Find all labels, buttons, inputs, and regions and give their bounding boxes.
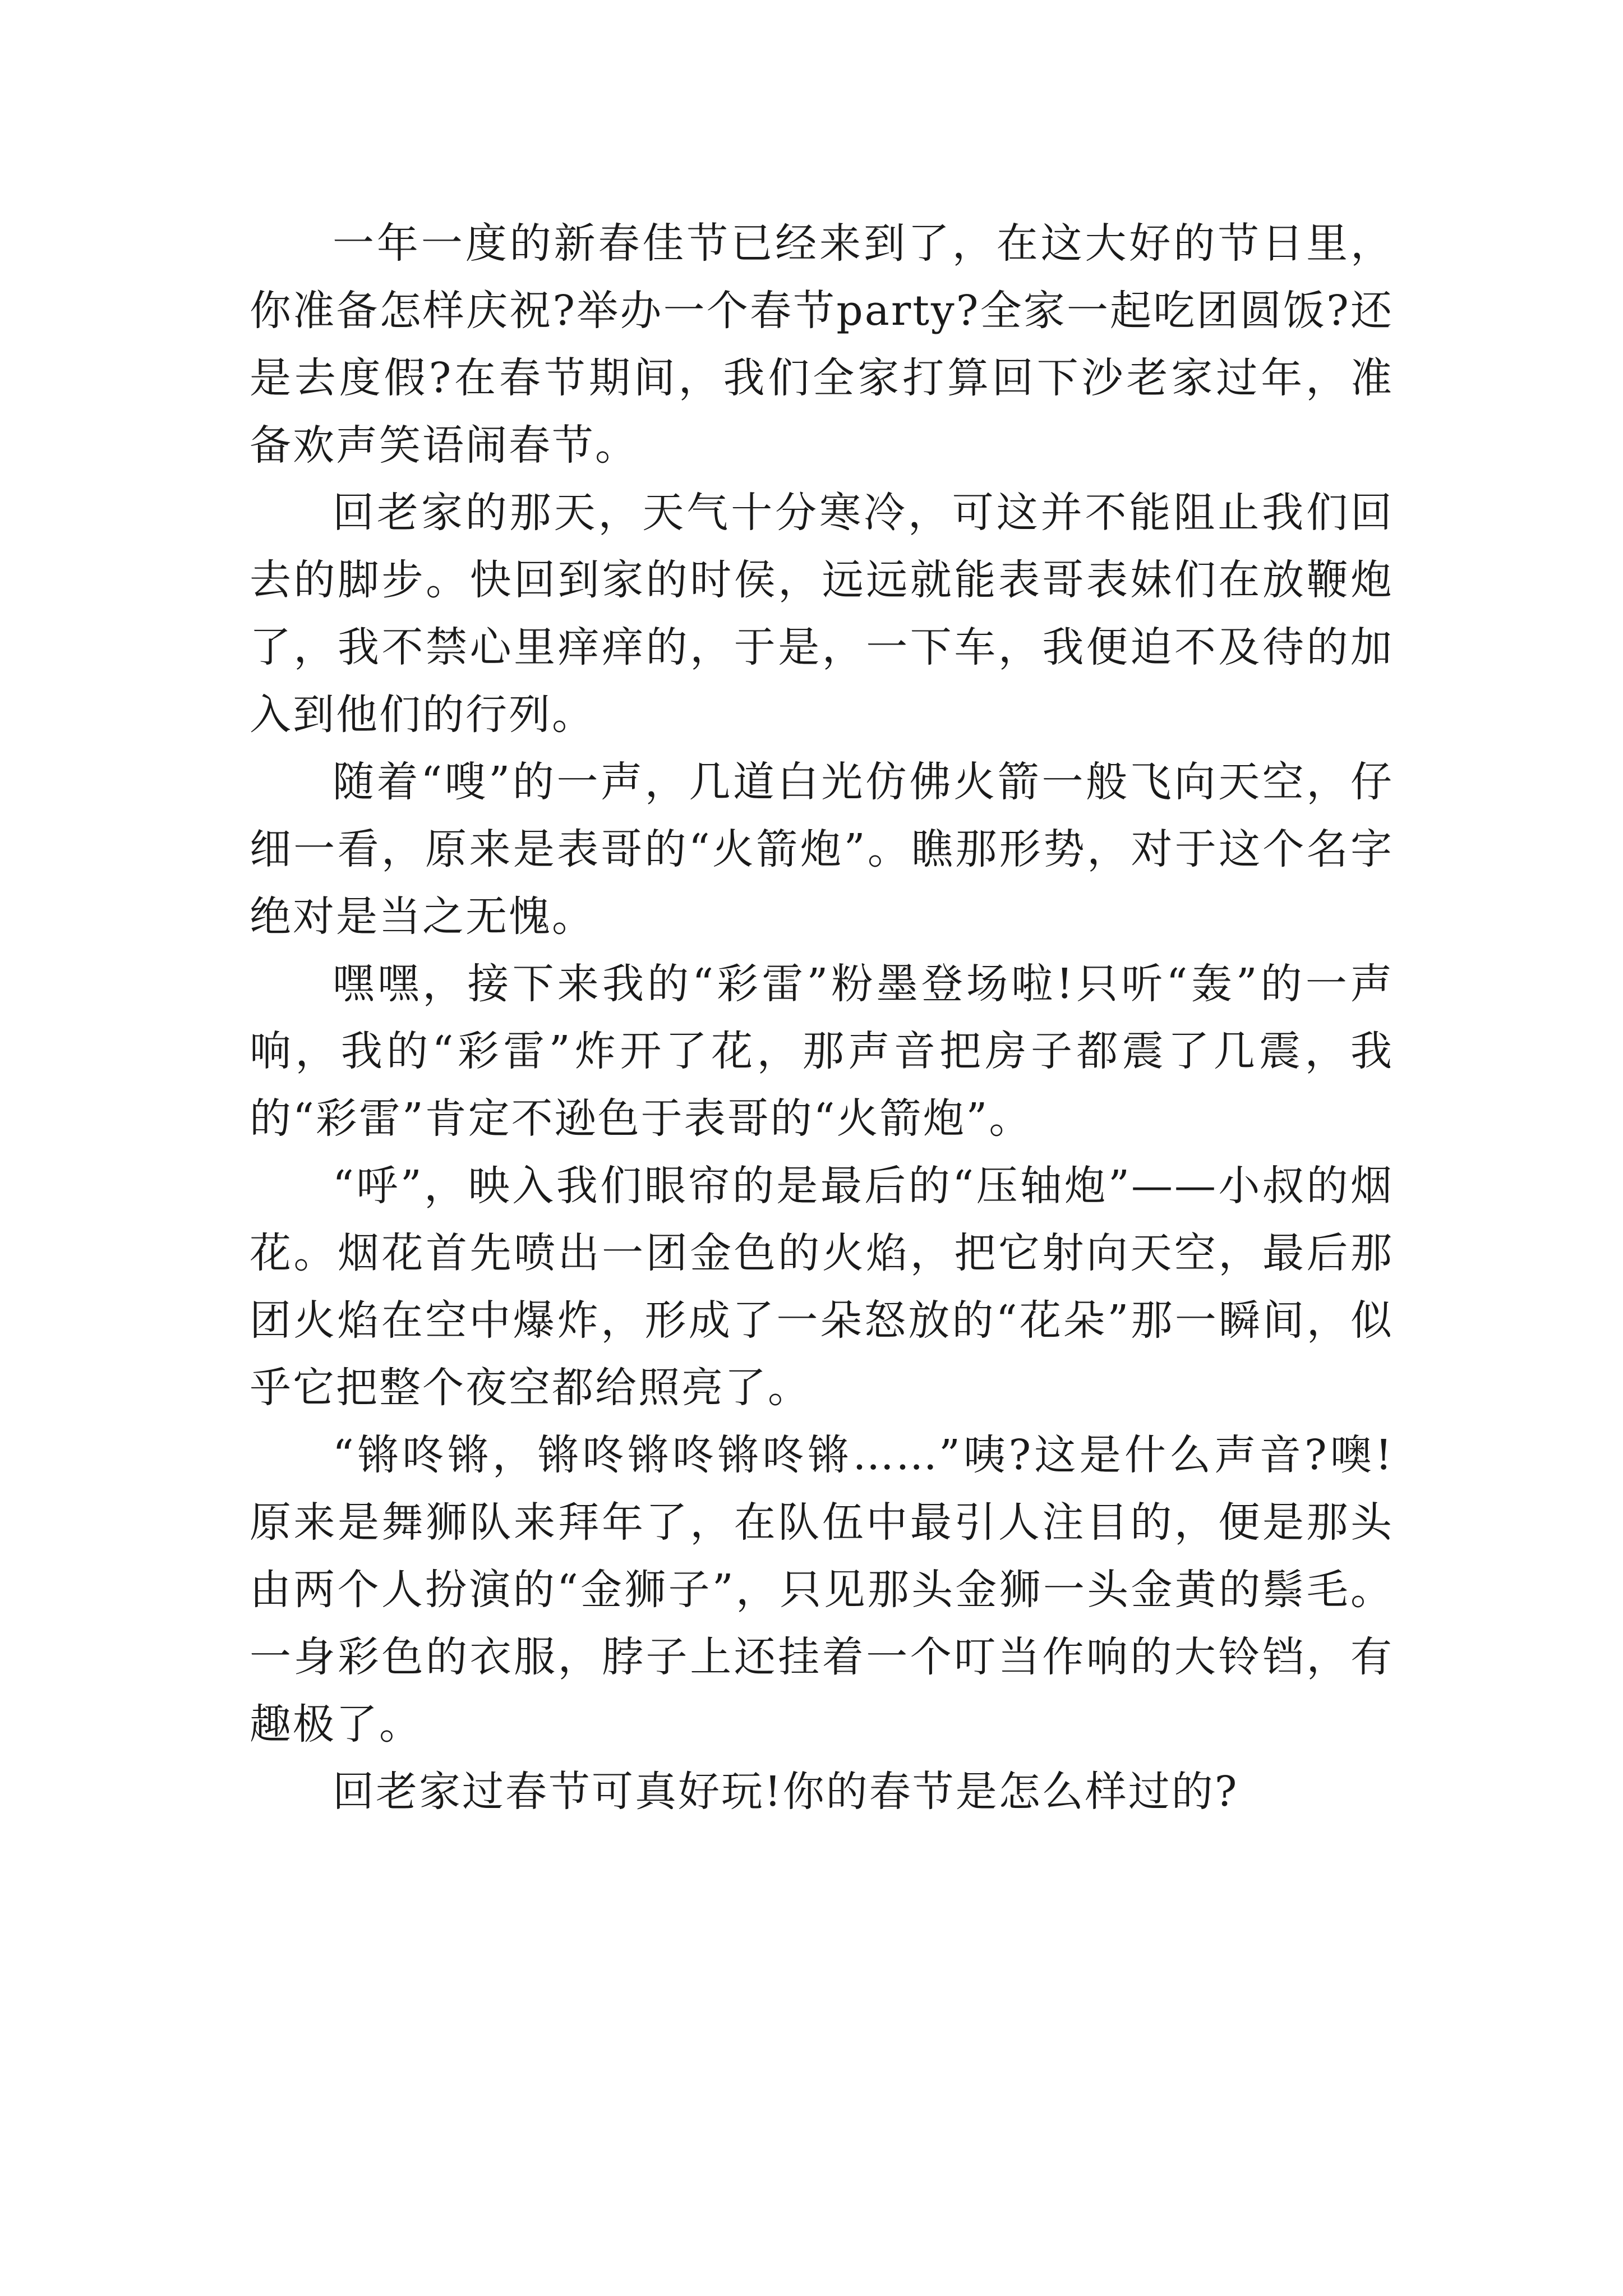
paragraph-7: 回老家过春节可真好玩!你的春节是怎么样过的? bbox=[333, 1768, 1239, 1816]
paragraph-2: 回老家的那天，天气十分寒冷，可这并不能阻止我们回去的脚步。快回到家的时侯，远远就能表哥表妹们在放鞭炮了，我不禁心里痒痒的，于是，一下车，我便迫不及待的加入到他们的行列。 bbox=[250, 489, 1394, 739]
paragraph-5: “呼”，映入我们眼帘的是最后的“压轴炮”——小叔的烟花。烟花首先喷出一团金色的火焰，把它射向天空，最后那团火焰在空中爆炸，形成了一朵怒放的“花朵”那一瞬间，似乎它把整个夜空都给照亮了。 bbox=[250, 1162, 1394, 1412]
paragraph-6: “锵咚锵，锵咚锵咚锵咚锵……”咦?这是什么声音?噢!原来是舞狮队来拜年了，在队伍中最引人注目的，便是那头由两个人扮演的“金狮子”，只见那头金狮一头金黄的鬃毛。一身彩色的衣服，脖子上还挂着一个叮当作响的大铃铛，有趣极了。 bbox=[250, 1431, 1394, 1749]
paragraph-4: 嘿嘿，接下来我的“彩雷”粉墨登场啦!只听“轰”的一声响，我的“彩雷”炸开了花，那声音把房子都震了几震，我的“彩雷”肯定不逊色于表哥的“火箭炮”。 bbox=[250, 960, 1394, 1143]
paragraph-3: 随着“嗖”的一声，几道白光仿佛火箭一般飞向天空，仔细一看，原来是表哥的“火箭炮”。瞧那形势，对于这个名字绝对是当之无愧。 bbox=[250, 758, 1394, 941]
paragraph-1: 一年一度的新春佳节已经来到了，在这大好的节日里，你准备怎样庆祝?举办一个春节party?全家一起吃团圆饭?还是去度假?在春节期间，我们全家打算回下沙老家过年，准备欢声笑语闹春节。 bbox=[250, 219, 1394, 470]
document-body bbox=[250, 210, 1394, 1825]
